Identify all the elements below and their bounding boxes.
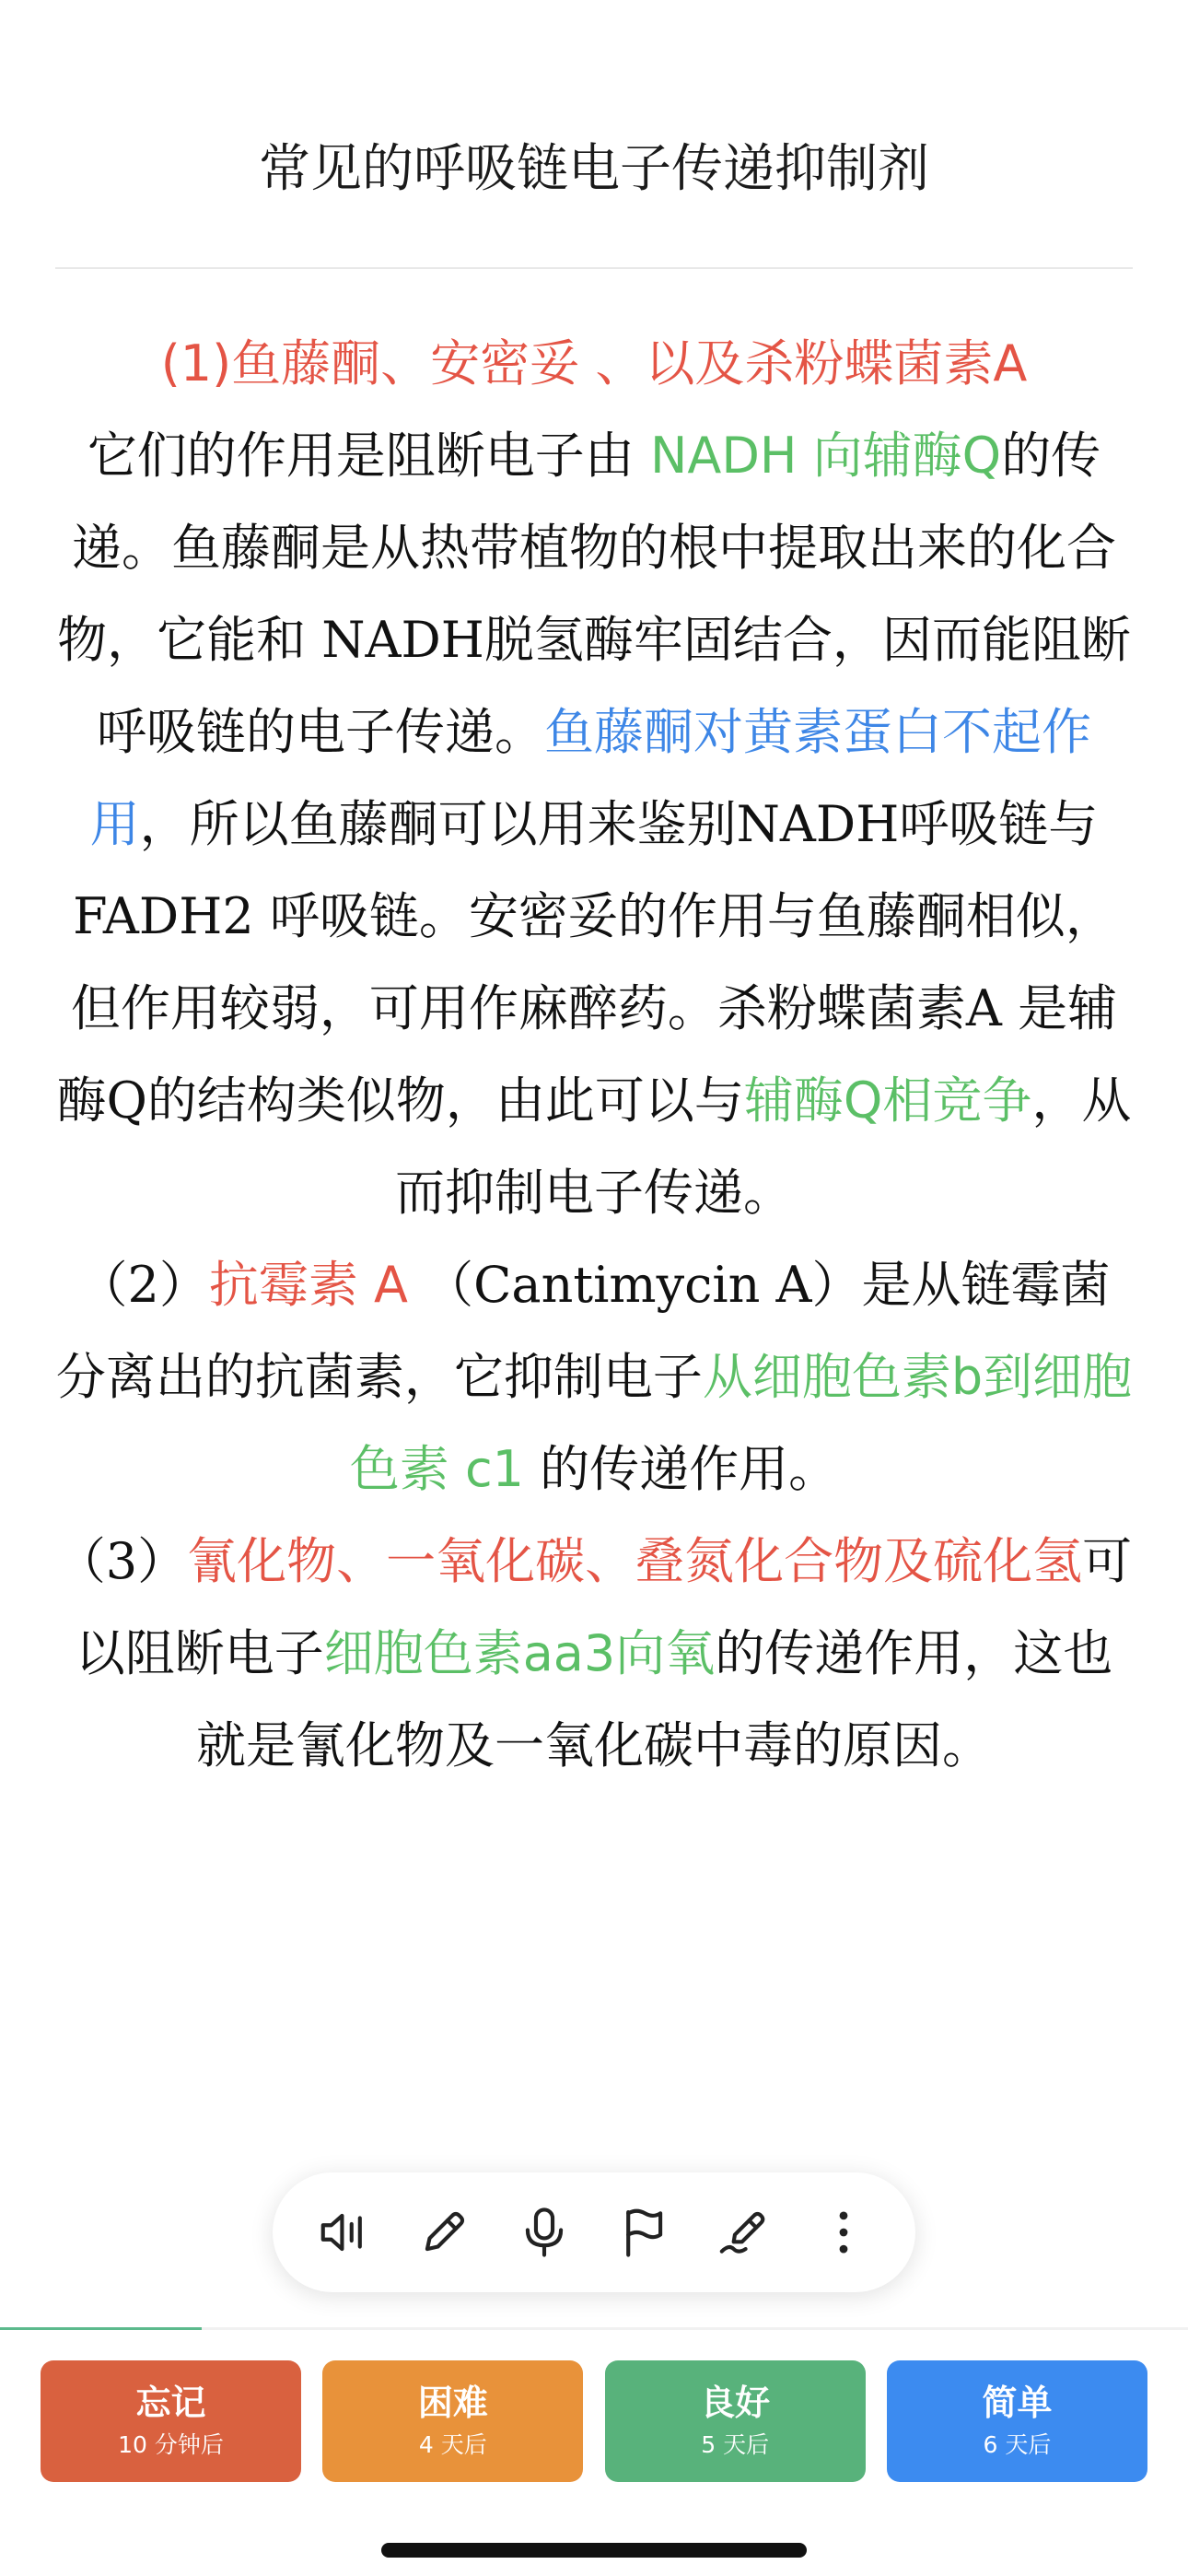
content-text: 呼吸链。安密妥的作用与鱼藤酮相似，但作用较弱，可用作麻醉药。杀粉蝶菌素 (70, 887, 1115, 1037)
highlight-green: 从细胞色素b到细胞色素 c1 (349, 1348, 1133, 1498)
answer-interval: 5 天后 (701, 2430, 770, 2458)
content-text: 是辅酶 (56, 979, 1118, 1130)
answer-interval: 10 分钟后 (118, 2430, 224, 2458)
answer-bar (41, 2360, 1147, 2482)
title-divider (55, 267, 1133, 269)
content-text: 是从链霉菌分离出的抗菌素，它抑制电子 (55, 1256, 1111, 1406)
home-indicator (381, 2543, 807, 2558)
card-title: 常见的呼吸链电子传递抑制剂 (259, 139, 929, 199)
answer-label: 良好 (700, 2382, 771, 2423)
content-text: FADH2 (73, 887, 254, 945)
review-progress-fill (0, 2327, 202, 2330)
answer-interval: 6 天后 (983, 2430, 1052, 2458)
pencil-icon (415, 2204, 472, 2261)
answer-label: 简单 (982, 2382, 1053, 2423)
microphone-icon (516, 2204, 573, 2261)
pen-icon (715, 2204, 772, 2261)
answer-interval: 4 天后 (418, 2430, 487, 2458)
answer-easy-button[interactable] (887, 2360, 1147, 2482)
highlight-blue: 鱼藤酮对黄素蛋白不起作用 (89, 703, 1091, 853)
speaker-icon (316, 2204, 373, 2261)
review-progress (0, 2327, 1188, 2330)
content-text: ，所以鱼藤酮可以用来鉴别 (139, 795, 737, 853)
edit-button[interactable] (402, 2191, 485, 2274)
more-vertical-icon (815, 2204, 872, 2261)
content-text: 呼吸链与 (899, 795, 1099, 853)
answer-label: 忘记 (135, 2382, 206, 2423)
highlight-red: (1)鱼藤酮、安密妥 、以及杀粉蝶菌素A (160, 334, 1028, 392)
record-button[interactable] (503, 2191, 586, 2274)
highlight-green: NADH 向辅酶Q (649, 427, 1002, 485)
content-text: 它们的作用是阻断电子由 (87, 427, 650, 485)
content-text: （2） (77, 1256, 209, 1314)
content-text: 的传递作用，这也就是氰化物及一氧化碳中毒的原因。 (196, 1624, 1113, 1774)
answer-label: 困难 (417, 2382, 488, 2423)
flag-icon (615, 2204, 672, 2261)
draw-button[interactable] (702, 2191, 785, 2274)
content-text: （Cantimycin A） (407, 1256, 862, 1314)
content-text: 的传递作用。 (524, 1440, 839, 1498)
more-button[interactable] (802, 2191, 885, 2274)
content-text: ，从而抑制电子传递。 (395, 1071, 1132, 1222)
content-text: 脱氢酶牢固结合，因而能阻断呼吸链的电子传递。 (97, 611, 1131, 761)
content-text: 可以阻断电子 (75, 1532, 1133, 1682)
read-aloud-button[interactable] (303, 2191, 386, 2274)
floating-toolbar (273, 2172, 915, 2292)
highlight-red: 抗霉素 A (208, 1256, 408, 1314)
highlight-red: 氰化物、一氧化碳、叠氮化合物及硫化氢 (187, 1532, 1083, 1590)
highlight-green: 辅酶Q相竞争 (743, 1071, 1032, 1130)
answer-hard-button[interactable] (322, 2360, 583, 2482)
card-content (55, 318, 1133, 1792)
content-text: 的传递。鱼藤酮是从热带植物的根中提取出来的化合物，它能和 (57, 427, 1116, 669)
content-text: 的结构类似物，由此可以与 (146, 1071, 744, 1130)
content-text: NADH (321, 611, 484, 669)
highlight-green: 细胞色素aa3向氧 (323, 1624, 716, 1682)
answer-again-button[interactable] (41, 2360, 301, 2482)
content-text: （3） (55, 1532, 188, 1590)
content-text: Q (106, 1071, 147, 1130)
flag-button[interactable] (602, 2191, 685, 2274)
answer-good-button[interactable] (605, 2360, 866, 2482)
content-text: A (965, 979, 1002, 1037)
content-text: NADH (736, 795, 900, 853)
